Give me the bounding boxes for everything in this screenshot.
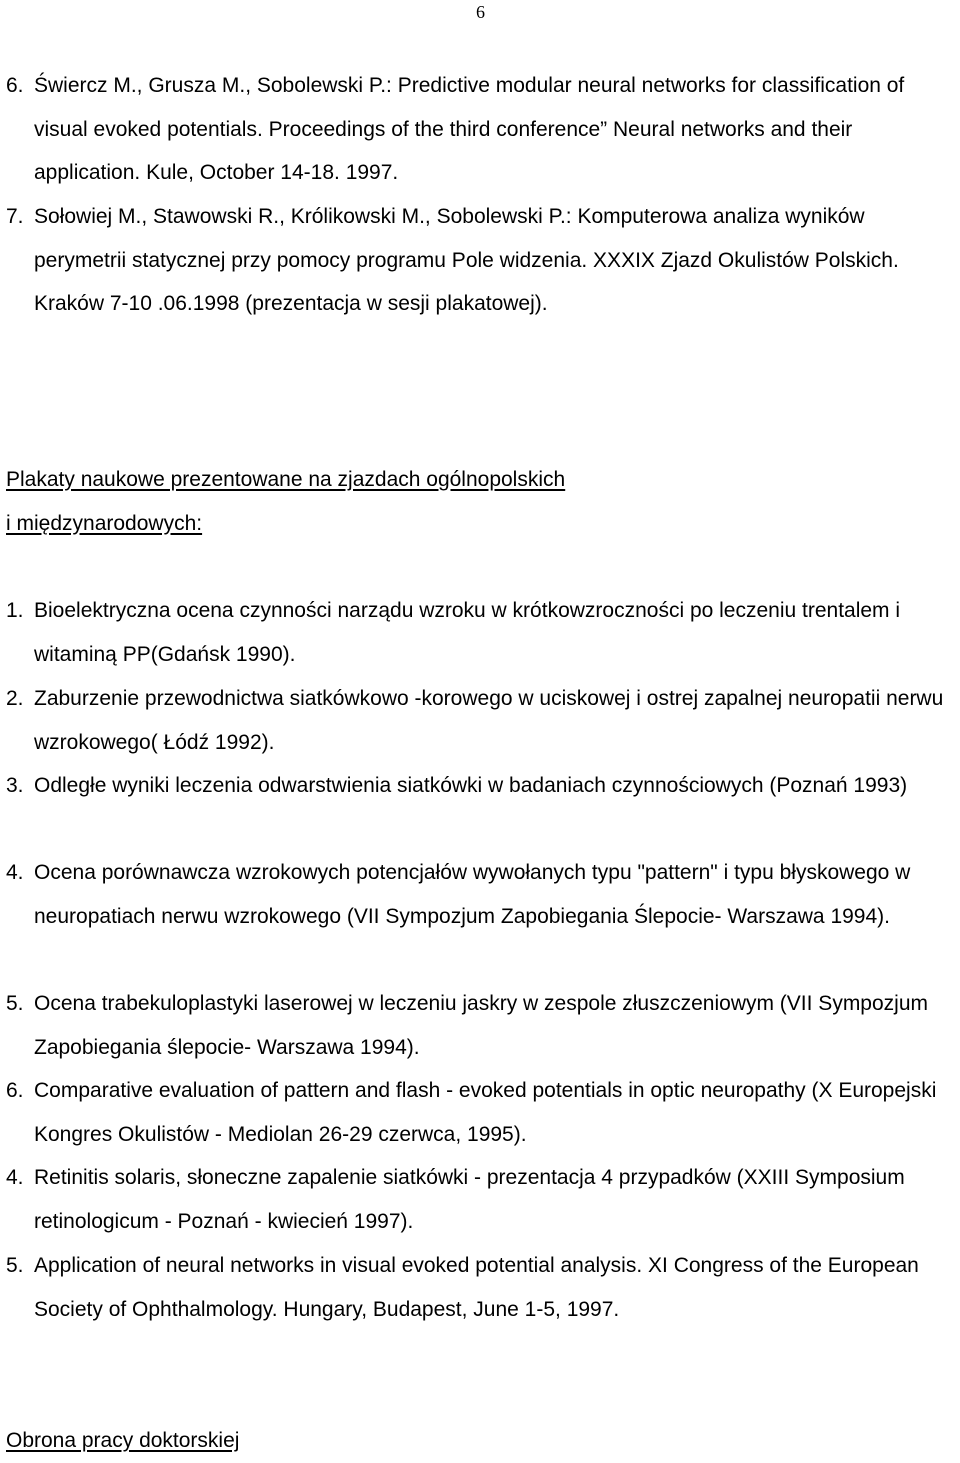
list-item-number: 6. <box>6 1079 24 1102</box>
list-item-text: Ocena trabekuloplastyki laserowej w leczeniu jaskry w zespole złuszczeniowym (VII Sympozjum Zapobiegania ślepocie- Warszawa 1994). <box>34 992 929 1059</box>
section-heading-posters <box>6 458 954 545</box>
list-item-number: 7. <box>6 205 24 228</box>
list-item <box>6 764 954 808</box>
list-item-number: 6. <box>6 74 24 97</box>
section-heading-doctoral: Obrona pracy doktorskiej <box>6 1429 240 1452</box>
list-item <box>6 64 954 195</box>
list-item-text: Odległe wyniki leczenia odwarstwienia siatkówki w badaniach czynnościowych (Poznań 1993) <box>34 774 908 797</box>
list-item <box>6 1244 954 1331</box>
list-item-number: 5. <box>6 992 24 1015</box>
list-item-number: 4. <box>6 861 24 884</box>
list-item <box>6 982 954 1069</box>
section-heading-line: Plakaty naukowe prezentowane na zjazdach ogólnopolskich <box>6 468 566 491</box>
list-item-number: 1. <box>6 599 24 622</box>
list-item <box>6 1069 954 1156</box>
page-number: 6 <box>476 2 485 22</box>
list-item-text: Ocena porównawcza wzrokowych potencjałów wywołanych typu "pattern" i typu błyskowego w neuropatiach nerwu wzrokowego (VII Sympozjum Zapobiegania Ślepocie- Warszawa 1994). <box>34 861 911 928</box>
list-item-text: Bioelektryczna ocena czynności narządu wzroku w krótkowzroczności po leczeniu trentalem i witaminą PP(Gdańsk 1990). <box>34 599 901 666</box>
list-item <box>6 677 954 764</box>
list-item <box>6 1156 954 1243</box>
list-item-number: 5. <box>6 1254 24 1277</box>
list-item-number: 4. <box>6 1166 24 1189</box>
list-item-text: Świercz M., Grusza M., Sobolewski P.: Predictive modular neural networks for classification of visual evoked potentials. Proceedings of the third conference” Neural networks and their application. Kule, October 14-18. 1997. <box>34 74 905 184</box>
list-item-number: 3. <box>6 774 24 797</box>
list-item-number: 2. <box>6 687 24 710</box>
list-item-text: Comparative evaluation of pattern and flash - evoked potentials in optic neuropathy (X Europejski Kongres Okulistów - Mediolan 26-29 czerwca, 1995). <box>34 1079 937 1146</box>
list-item <box>6 589 954 676</box>
list-item-text: Retinitis solaris, słoneczne zapalenie siatkówki - prezentacja 4 przypadków (XXIII Symposium retinologicum - Poznań - kwiecień 1997). <box>34 1166 905 1233</box>
list-item <box>6 195 954 326</box>
list-item-text: Zaburzenie przewodnictwa siatkówkowo -korowego w uciskowej i ostrej zapalnej neuropatii nerwu wzrokowego( Łódź 1992). <box>34 687 944 754</box>
list-item-text: Application of neural networks in visual evoked potential analysis. XI Congress of the European Society of Ophthalmology. Hungary, Budapest, June 1-5, 1997. <box>34 1254 919 1321</box>
list-item <box>6 851 954 938</box>
list-item-text: Sołowiej M., Stawowski R., Królikowski M., Sobolewski P.: Komputerowa analiza wyników perymetrii statycznej przy pomocy programu Pole widzenia. XXXIX Zjazd Okulistów Polskich. Kraków 7-10 .06.1998 (prezentacja w sesji plakatowej). <box>34 205 899 315</box>
section-heading-line: i międzynarodowych: <box>6 511 203 535</box>
